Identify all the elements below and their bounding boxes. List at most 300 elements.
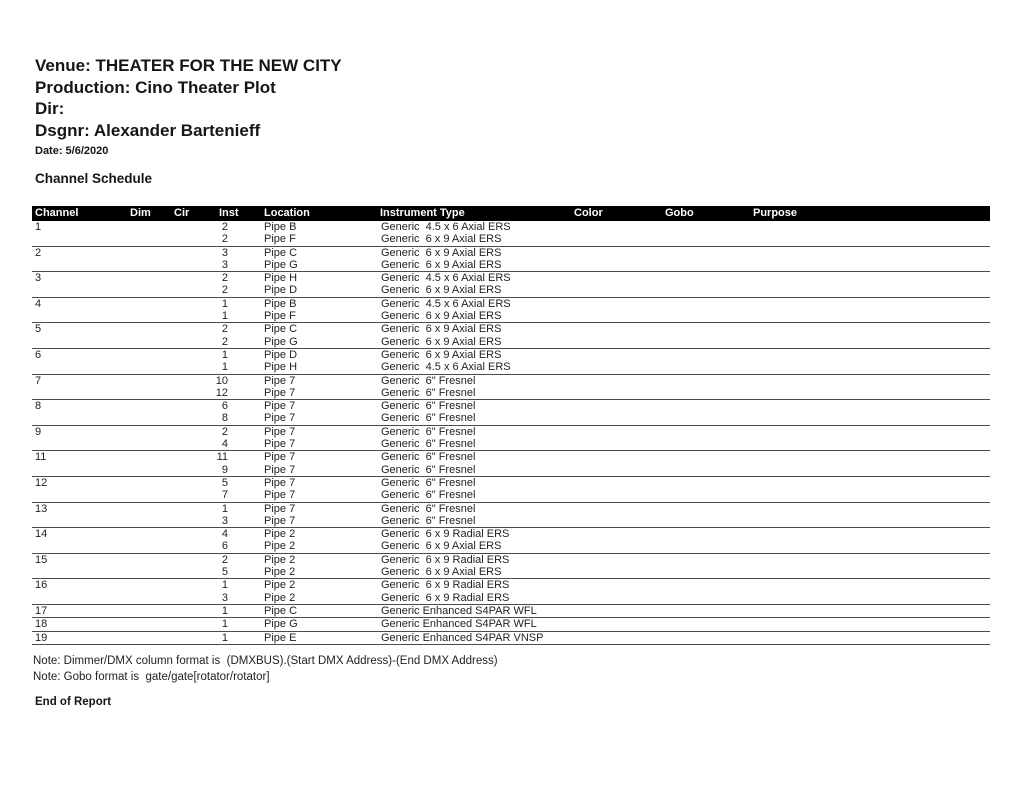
cell-dim [125,528,170,540]
cell-channel: 13 [35,502,48,515]
channel-group [32,632,990,645]
cell-cir [170,489,215,501]
table-row [32,503,990,515]
cell-color [565,298,660,310]
cell-location: Pipe 7 [264,412,296,425]
cell-instrument-type: Generic 4.5 x 6 Axial ERS [381,361,511,374]
cell-purpose [748,515,990,527]
cell-channel [32,387,125,399]
cell-instrument-type: Generic 6 x 9 Radial ERS [381,528,510,541]
cell-color [565,528,660,540]
cell-location: Pipe G [264,618,298,631]
channel-group [32,221,990,247]
cell-gobo [660,503,748,515]
cell-gobo [660,438,748,450]
cell-gobo [660,310,748,322]
cell-instrument-type: Generic 6 x 9 Axial ERS [381,310,502,323]
cell-inst: 7 [221,489,228,502]
cell-location: Pipe B [264,297,297,310]
table-row [32,464,990,476]
cell-gobo [660,336,748,348]
cell-purpose [748,528,990,540]
cell-gobo [660,259,748,271]
cell-channel: 19 [35,631,48,644]
cell-dim [125,400,170,412]
cell-color [565,477,660,489]
cell-inst: 2 [221,272,228,285]
cell-location: Pipe 7 [264,463,296,476]
cell-dim [125,272,170,284]
cell-channel [32,592,125,604]
cell-gobo [660,632,748,644]
cell-dim [125,284,170,296]
cell-gobo [660,272,748,284]
cell-dim [125,489,170,501]
cell-gobo [660,221,748,233]
table-row [32,247,990,259]
cell-cir [170,336,215,348]
channel-group [32,272,990,298]
cell-cir [170,605,215,617]
cell-cir [170,451,215,463]
table-row [32,554,990,566]
cell-inst: 2 [221,335,228,348]
channel-group [32,451,990,477]
table-row [32,233,990,245]
cell-instrument-type: Generic 6 x 9 Radial ERS [381,591,510,604]
cell-dim [125,477,170,489]
cell-instrument-type: Generic Enhanced S4PAR WFL [381,618,537,631]
cell-gobo [660,540,748,552]
cell-gobo [660,426,748,438]
cell-purpose [748,618,990,630]
cell-inst: 11 [216,451,228,464]
cell-instrument-type: Generic 4.5 x 6 Axial ERS [381,221,511,233]
cell-channel [32,233,125,245]
cell-purpose [748,426,990,438]
cell-channel: 17 [35,604,48,617]
cell-channel [32,515,125,527]
cell-instrument-type: Generic 6" Fresnel [381,502,476,515]
cell-purpose [748,387,990,399]
cell-instrument-type: Generic 6" Fresnel [381,463,476,476]
cell-purpose [748,554,990,566]
cell-color [565,272,660,284]
cell-purpose [748,632,990,644]
table-row [32,438,990,450]
cell-dim [125,336,170,348]
cell-cir [170,272,215,284]
table-row [32,579,990,591]
cell-inst: 2 [221,221,228,233]
cell-cir [170,247,215,259]
cell-gobo [660,233,748,245]
table-row [32,632,990,644]
cell-cir [170,554,215,566]
table-row [32,618,990,630]
cell-location: Pipe H [264,361,298,374]
cell-color [565,336,660,348]
cell-dim [125,540,170,552]
cell-gobo [660,579,748,591]
cell-purpose [748,259,990,271]
channel-group [32,298,990,324]
cell-location: Pipe E [264,631,297,644]
channel-table-body [32,221,990,645]
cell-location: Pipe 7 [264,425,296,438]
cell-color [565,632,660,644]
cell-gobo [660,451,748,463]
table-row [32,566,990,578]
cell-location: Pipe 7 [264,374,296,387]
cell-location: Pipe C [264,604,298,617]
cell-color [565,387,660,399]
cell-channel [32,412,125,424]
channel-group [32,323,990,349]
cell-location: Pipe 7 [264,476,296,489]
cell-location: Pipe 7 [264,451,296,464]
cell-channel [32,259,125,271]
cell-gobo [660,605,748,617]
cell-dim [125,451,170,463]
cell-instrument-type: Generic 6" Fresnel [381,489,476,502]
cell-location: Pipe 2 [264,553,296,566]
cell-instrument-type: Generic 6 x 9 Radial ERS [381,579,510,592]
cell-cir [170,477,215,489]
cell-gobo [660,618,748,630]
cell-inst: 1 [221,297,228,310]
table-row [32,451,990,463]
cell-cir [170,632,215,644]
cell-instrument-type: Generic 6 x 9 Axial ERS [381,540,502,553]
cell-channel: 14 [35,528,48,541]
cell-channel [32,361,125,373]
cell-dim [125,592,170,604]
cell-dim [125,310,170,322]
cell-inst: 1 [221,502,228,515]
cell-gobo [660,298,748,310]
cell-purpose [748,349,990,361]
cell-color [565,233,660,245]
cell-color [565,259,660,271]
cell-location: Pipe 2 [264,579,296,592]
table-row [32,375,990,387]
cell-cir [170,618,215,630]
cell-purpose [748,323,990,335]
cell-gobo [660,349,748,361]
cell-purpose [748,272,990,284]
cell-location: Pipe 2 [264,566,296,579]
cell-cir [170,361,215,373]
cell-instrument-type: Generic 4.5 x 6 Axial ERS [381,297,511,310]
designer-line: Dsgnr: Alexander Bartenieff [35,120,261,140]
cell-inst: 9 [221,463,228,476]
column-header-inst: Inst [219,207,239,219]
cell-purpose [748,438,990,450]
table-header-row [32,206,990,221]
cell-gobo [660,400,748,412]
cell-inst: 1 [221,604,228,617]
cell-gobo [660,375,748,387]
cell-inst: 2 [221,425,228,438]
cell-dim [125,298,170,310]
cell-color [565,426,660,438]
cell-color [565,323,660,335]
channel-group [32,400,990,426]
table-row [32,489,990,501]
cell-dim [125,632,170,644]
cell-location: Pipe 7 [264,400,296,413]
column-header-channel: Channel [35,207,79,219]
cell-purpose [748,336,990,348]
table-row [32,515,990,527]
cell-location: Pipe D [264,348,298,361]
table-row [32,400,990,412]
cell-channel: 2 [35,246,42,259]
channel-group [32,503,990,529]
table-row [32,477,990,489]
table-row [32,323,990,335]
cell-instrument-type: Generic 6" Fresnel [381,386,476,399]
cell-color [565,515,660,527]
table-row [32,605,990,617]
cell-channel [32,336,125,348]
channel-group [32,426,990,452]
cell-inst: 3 [221,591,228,604]
cell-color [565,592,660,604]
cell-gobo [660,284,748,296]
cell-color [565,400,660,412]
cell-inst: 2 [221,323,228,336]
cell-channel: 7 [35,374,42,387]
cell-dim [125,438,170,450]
cell-cir [170,400,215,412]
report-header [35,55,342,158]
cell-channel: 15 [35,553,48,566]
cell-location: Pipe 7 [264,502,296,515]
cell-color [565,489,660,501]
cell-cir [170,566,215,578]
cell-color [565,412,660,424]
cell-inst: 12 [215,386,228,399]
cell-color [565,284,660,296]
cell-gobo [660,361,748,373]
cell-cir [170,426,215,438]
cell-instrument-type: Generic Enhanced S4PAR WFL [381,604,537,617]
column-header-location: Location [264,207,310,219]
end-of-report-label: End of Report [35,696,112,708]
cell-purpose [748,400,990,412]
cell-channel [32,284,125,296]
cell-color [565,451,660,463]
cell-gobo [660,515,748,527]
table-row [32,221,990,233]
channel-group [32,528,990,554]
cell-instrument-type: Generic Enhanced S4PAR VNSP [381,631,544,644]
cell-color [565,554,660,566]
cell-cir [170,221,215,233]
date-line: Date: 5/6/2020 [35,145,109,157]
cell-location: Pipe 2 [264,540,296,553]
cell-location: Pipe C [264,323,298,336]
cell-channel: 1 [35,221,42,233]
table-row [32,412,990,424]
cell-purpose [748,477,990,489]
channel-group [32,477,990,503]
cell-color [565,375,660,387]
cell-color [565,438,660,450]
footer-notes [33,654,498,685]
cell-instrument-type: Generic 6" Fresnel [381,451,476,464]
cell-gobo [660,489,748,501]
cell-inst: 1 [221,348,228,361]
cell-dim [125,566,170,578]
cell-channel [32,489,125,501]
cell-cir [170,579,215,591]
cell-cir [170,323,215,335]
cell-channel: 5 [35,323,42,336]
cell-purpose [748,592,990,604]
cell-gobo [660,464,748,476]
cell-cir [170,515,215,527]
cell-gobo [660,477,748,489]
cell-color [565,618,660,630]
cell-inst: 3 [221,258,228,271]
cell-purpose [748,503,990,515]
venue-line: Venue: THEATER FOR THE NEW CITY [35,56,342,75]
cell-location: Pipe G [264,335,298,348]
table-row [32,592,990,604]
note-gobo-format: Note: Gobo format is gate/gate[rotator/rotator] [33,670,270,683]
cell-color [565,566,660,578]
table-row [32,426,990,438]
cell-purpose [748,489,990,501]
cell-gobo [660,247,748,259]
cell-cir [170,310,215,322]
cell-location: Pipe F [264,233,296,246]
cell-location: Pipe D [264,284,298,297]
cell-gobo [660,566,748,578]
table-row [32,310,990,322]
cell-location: Pipe 7 [264,386,296,399]
cell-inst: 6 [221,400,228,413]
section-title: Channel Schedule [35,171,153,186]
table-row [32,259,990,271]
cell-instrument-type: Generic 6 x 9 Axial ERS [381,233,502,246]
table-row [32,336,990,348]
cell-channel: 9 [35,425,42,438]
channel-group [32,247,990,273]
cell-instrument-type: Generic 4.5 x 6 Axial ERS [381,272,511,285]
note-dmx-format: Note: Dimmer/DMX column format is (DMXBUS).(Start DMX Address)-(End DMX Address) [33,655,498,667]
cell-dim [125,247,170,259]
column-header-gobo: Gobo [665,207,694,219]
cell-purpose [748,412,990,424]
cell-color [565,361,660,373]
cell-inst: 4 [221,528,228,541]
cell-instrument-type: Generic 6 x 9 Axial ERS [381,323,502,336]
table-row [32,540,990,552]
cell-dim [125,605,170,617]
column-header-purpose: Purpose [753,207,798,219]
cell-dim [125,221,170,233]
cell-instrument-type: Generic 6 x 9 Axial ERS [381,246,502,259]
cell-inst: 8 [221,412,228,425]
cell-cir [170,438,215,450]
cell-color [565,310,660,322]
cell-cir [170,375,215,387]
cell-inst: 6 [221,540,228,553]
cell-location: Pipe C [264,246,298,259]
cell-purpose [748,221,990,233]
cell-purpose [748,566,990,578]
cell-gobo [660,387,748,399]
cell-purpose [748,605,990,617]
cell-color [565,464,660,476]
cell-inst: 1 [221,310,228,323]
cell-location: Pipe B [264,221,297,233]
cell-purpose [748,464,990,476]
cell-dim [125,464,170,476]
cell-color [565,221,660,233]
cell-instrument-type: Generic 6" Fresnel [381,412,476,425]
cell-location: Pipe 7 [264,438,296,451]
cell-inst: 2 [221,553,228,566]
cell-inst: 1 [221,631,228,644]
director-line: Dir: [35,99,65,118]
cell-inst: 2 [221,233,228,246]
production-line: Production: Cino Theater Plot [35,77,276,97]
cell-purpose [748,451,990,463]
cell-instrument-type: Generic 6 x 9 Radial ERS [381,553,510,566]
cell-instrument-type: Generic 6 x 9 Axial ERS [381,284,502,297]
cell-cir [170,259,215,271]
cell-purpose [748,579,990,591]
cell-channel: 4 [35,297,42,310]
channel-group [32,375,990,401]
cell-location: Pipe 2 [264,528,296,541]
cell-dim [125,375,170,387]
cell-instrument-type: Generic 6" Fresnel [381,425,476,438]
cell-inst: 4 [221,438,228,451]
cell-location: Pipe F [264,310,296,323]
cell-gobo [660,323,748,335]
channel-group [32,579,990,605]
cell-dim [125,361,170,373]
cell-location: Pipe 7 [264,514,296,527]
table-row [32,284,990,296]
cell-cir [170,298,215,310]
cell-gobo [660,412,748,424]
table-row [32,349,990,361]
cell-channel: 11 [35,451,47,464]
cell-dim [125,233,170,245]
cell-instrument-type: Generic 6" Fresnel [381,514,476,527]
cell-inst: 10 [215,374,228,387]
cell-dim [125,349,170,361]
cell-dim [125,412,170,424]
channel-group [32,554,990,580]
cell-cir [170,412,215,424]
cell-color [565,503,660,515]
cell-channel: 16 [35,579,48,592]
cell-purpose [748,540,990,552]
cell-cir [170,592,215,604]
cell-purpose [748,247,990,259]
cell-dim [125,259,170,271]
table-row [32,387,990,399]
cell-inst: 1 [221,361,228,374]
